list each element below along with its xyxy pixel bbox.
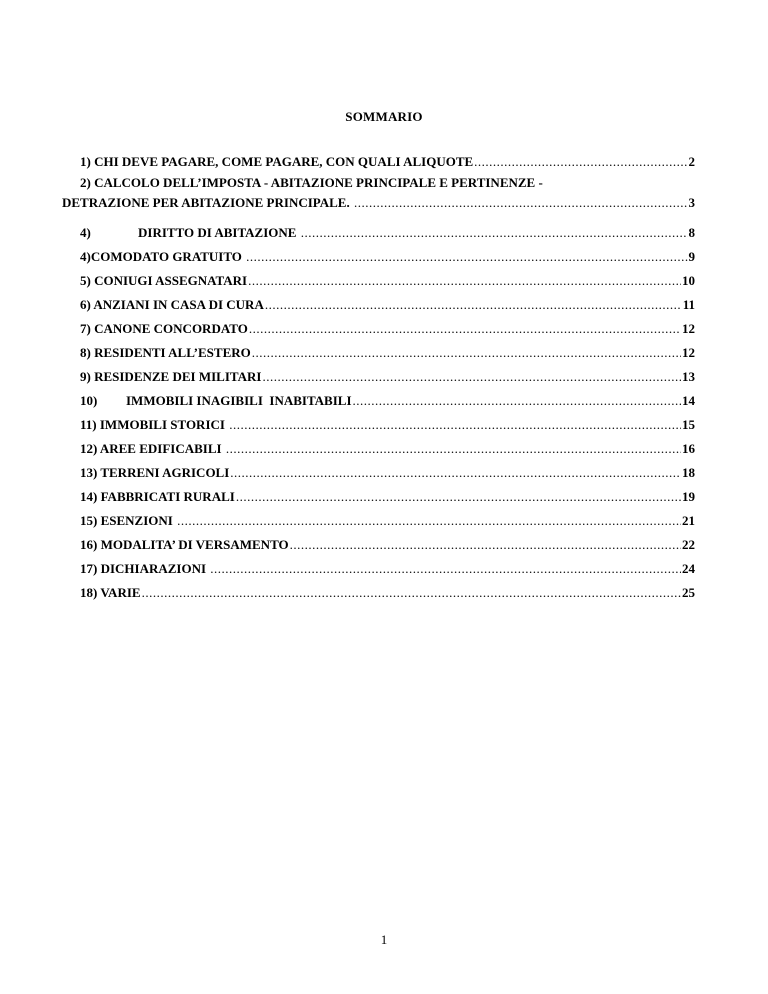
toc-entry-label: 5) CONIUGI ASSEGNATARI xyxy=(80,273,248,288)
toc-entry-page: 14 xyxy=(682,393,695,408)
toc-leader-dots xyxy=(353,391,681,411)
toc-entry-page: 10 xyxy=(682,273,695,288)
toc-entry-label: 9) RESIDENZE DEI MILITARI xyxy=(80,369,262,384)
toc-entry-page: 11 xyxy=(682,297,695,312)
toc-entry-text: IMMOBILI INAGIBILI INABITABILI xyxy=(126,393,352,408)
toc-entry-6[interactable] xyxy=(80,295,695,315)
toc-entry-label: 1) CHI DEVE PAGARE, COME PAGARE, CON QUALI ALIQUOTE xyxy=(80,154,474,169)
toc-leader-dots xyxy=(236,487,681,507)
toc-leader-dots xyxy=(252,343,681,363)
toc-entry-15[interactable] xyxy=(80,511,695,531)
toc-title: SOMMARIO xyxy=(345,109,423,124)
toc-entry-7[interactable] xyxy=(80,319,695,339)
toc-entry-2[interactable] xyxy=(62,173,695,213)
toc-leader-dots xyxy=(246,247,687,267)
toc-entry-label: 16) MODALITA’ DI VERSAMENTO xyxy=(80,537,289,552)
toc-entry-number: 4) xyxy=(80,225,91,240)
toc-entry-page: 16 xyxy=(682,441,695,456)
toc-entry-page: 25 xyxy=(682,585,695,600)
toc-entry-label: 14) FABBRICATI RURALI xyxy=(80,489,235,504)
toc-leader-dots xyxy=(226,439,681,459)
toc-entry-10[interactable] xyxy=(80,391,695,411)
toc-leader-dots xyxy=(210,559,681,579)
toc-entry-page: 22 xyxy=(682,537,695,552)
toc-leader-dots xyxy=(249,319,681,339)
toc-entry-label xyxy=(80,223,300,243)
toc-entry-page: 12 xyxy=(682,321,695,336)
toc-entry-17[interactable] xyxy=(80,559,695,579)
toc-entry-text: DIRITTO DI ABITAZIONE xyxy=(138,225,300,240)
toc-leader-dots xyxy=(474,152,687,172)
toc-entry-label: 8) RESIDENTI ALL’ESTERO xyxy=(80,345,251,360)
toc-entry-page: 13 xyxy=(682,369,695,384)
toc-entry-9[interactable] xyxy=(80,367,695,387)
page-number: 1 xyxy=(380,932,388,947)
toc-entry-page: 19 xyxy=(682,489,695,504)
toc-leader-dots xyxy=(142,583,681,603)
toc-entry-11[interactable] xyxy=(80,415,695,435)
toc-entry-label-line1: 2) CALCOLO DELL’IMPOSTA - ABITAZIONE PRINCIPALE E PERTINENZE - xyxy=(80,175,543,190)
toc-entry-page: 12 xyxy=(682,345,695,360)
toc-leader-dots xyxy=(262,367,681,387)
toc-entry-12[interactable] xyxy=(80,439,695,459)
toc-entry-label: 13) TERRENI AGRICOLI xyxy=(80,465,230,480)
toc-entry-label: 18) VARIE xyxy=(80,585,141,600)
toc-entry-page: 8 xyxy=(688,225,695,240)
toc-leader-dots xyxy=(301,223,688,243)
toc-leader-dots xyxy=(354,193,688,213)
toc-leader-dots xyxy=(230,463,681,483)
toc-entry-13[interactable] xyxy=(80,463,695,483)
toc-leader-dots xyxy=(177,511,681,531)
toc-entry-label: 7) CANONE CONCORDATO xyxy=(80,321,248,336)
toc-entry-label: 12) AREE EDIFICABILI xyxy=(80,441,225,456)
toc-entry-8[interactable] xyxy=(80,343,695,363)
toc-leader-dots xyxy=(248,271,681,291)
toc-entry-page: 18 xyxy=(682,465,695,480)
toc-leader-dots xyxy=(229,415,681,435)
toc-leader-dots xyxy=(265,295,682,315)
toc-entry-label xyxy=(80,391,352,411)
toc-entry-5[interactable] xyxy=(80,271,695,291)
toc-entry-label: 11) IMMOBILI STORICI xyxy=(80,417,229,432)
toc-entry-18[interactable] xyxy=(80,583,695,603)
toc-entry-page: 9 xyxy=(688,249,695,264)
toc-entry-16[interactable] xyxy=(80,535,695,555)
toc-entry-page: 3 xyxy=(688,195,695,210)
toc-entry-4[interactable] xyxy=(80,247,695,267)
toc-entry-label-line2: DETRAZIONE PER ABITAZIONE PRINCIPALE. xyxy=(62,195,353,210)
toc-entry-3[interactable] xyxy=(80,223,695,243)
toc-entry-label: 15) ESENZIONI xyxy=(80,513,177,528)
toc-entry-label: 17) DICHIARAZIONI xyxy=(80,561,210,576)
toc-entry-14[interactable] xyxy=(80,487,695,507)
toc-entry-label: 4)COMODATO GRATUITO xyxy=(80,249,246,264)
toc-entry-page: 24 xyxy=(682,561,695,576)
toc-entry-page: 15 xyxy=(682,417,695,432)
toc-entry-1[interactable] xyxy=(80,152,695,172)
toc-entry-label: 6) ANZIANI IN CASA DI CURA xyxy=(80,297,264,312)
toc-leader-dots xyxy=(290,535,681,555)
toc-entry-page: 2 xyxy=(688,154,695,169)
toc-entry-number: 10) xyxy=(80,393,98,408)
toc-entry-page: 21 xyxy=(682,513,695,528)
